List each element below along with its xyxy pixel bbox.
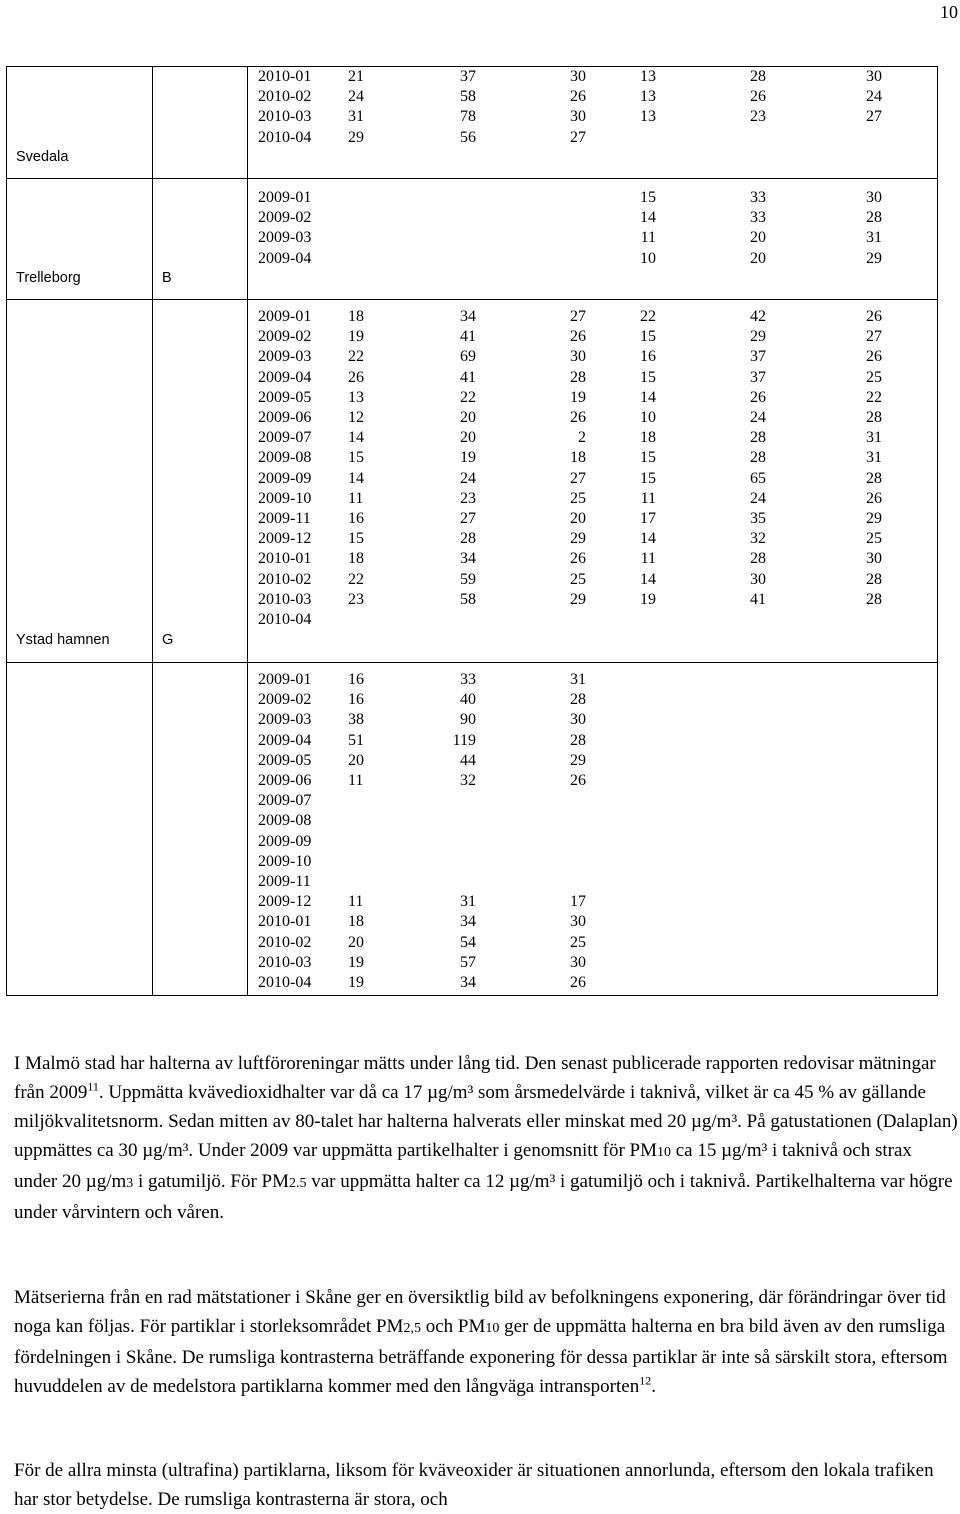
value-cell: 22 [866,388,882,406]
value-cell: 29 [570,590,586,608]
value-cell: 31 [866,229,882,247]
value-cell: 58 [460,88,476,106]
table-row-divider [6,662,938,663]
month-cell: 2009-02 [258,328,312,346]
value-cell: 58 [460,590,476,608]
value-cell: 38 [348,711,364,729]
value-cell: 90 [460,711,476,729]
table-row [0,428,960,448]
month-cell: 2009-05 [258,388,312,406]
month-cell: 2009-04 [258,731,312,749]
value-cell: 31 [866,449,882,467]
value-cell: 28 [750,449,766,467]
value-cell: 37 [750,348,766,366]
month-cell: 2009-12 [258,530,312,548]
value-cell: 15 [640,469,656,487]
value-cell: 18 [348,913,364,931]
month-cell: 2009-06 [258,409,312,426]
footnote-ref: 11 [87,1079,99,1094]
value-cell: 26 [570,88,586,106]
value-cell: 13 [640,88,656,106]
value-cell: 22 [348,348,364,366]
table-row [0,670,960,690]
table-row [0,610,960,630]
value-cell: 34 [460,550,476,568]
month-cell: 2009-12 [258,893,312,911]
value-cell: 19 [460,449,476,467]
value-cell: 41 [460,368,476,386]
month-cell: 2009-08 [258,449,312,467]
value-cell: 10 [640,409,656,426]
value-cell: 28 [866,590,882,608]
value-cell: 59 [460,570,476,588]
value-cell: 14 [348,429,364,447]
value-cell: 26 [570,328,586,346]
value-cell: 14 [640,530,656,548]
table-row [0,872,960,892]
month-cell: 2010-03 [258,108,312,126]
month-cell: 2010-04 [258,974,312,991]
month-cell: 2009-09 [258,832,312,850]
value-cell: 15 [348,530,364,548]
value-cell: 119 [452,731,476,749]
month-cell: 2009-10 [258,852,312,870]
table-row [0,852,960,872]
value-cell: 19 [570,388,586,406]
value-cell: 28 [570,691,586,709]
value-cell: 19 [348,974,364,991]
table-row [0,347,960,367]
value-cell: 30 [750,570,766,588]
station-name: Svedala [16,149,69,165]
value-cell: 31 [348,108,364,126]
month-cell: 2010-03 [258,953,312,971]
month-cell: 2010-02 [258,88,312,106]
value-cell: 30 [866,550,882,568]
table-row [0,87,960,107]
value-cell: 42 [750,308,766,325]
value-cell: 27 [570,308,586,325]
value-cell: 16 [348,691,364,709]
value-cell: 13 [348,388,364,406]
month-cell: 2009-02 [258,209,312,227]
month-cell: 2009-02 [258,691,312,709]
value-cell: 25 [570,933,586,951]
value-cell: 20 [460,409,476,426]
month-cell: 2009-08 [258,812,312,830]
text-run: . [651,1376,656,1397]
value-cell: 11 [640,550,656,568]
month-cell: 2010-03 [258,590,312,608]
table-row [0,448,960,468]
value-cell: 25 [570,489,586,507]
value-cell: 26 [866,348,882,366]
table-row [0,208,960,228]
value-cell: 32 [460,772,476,789]
value-cell: 34 [460,913,476,931]
value-cell: 14 [640,388,656,406]
value-cell: 30 [570,68,586,85]
table-row [0,489,960,509]
table-row [0,509,960,529]
text-run: i gatumiljö. För PM [133,1171,289,1192]
table-row [0,327,960,347]
value-cell: 28 [750,68,766,85]
table-row [0,892,960,912]
month-cell: 2009-07 [258,429,312,447]
value-cell: 22 [460,388,476,406]
table-row [0,368,960,388]
value-cell: 24 [750,489,766,507]
value-cell: 23 [750,108,766,126]
table-row [0,973,960,993]
table-row-divider [6,299,938,300]
station-code: B [162,270,172,286]
value-cell: 15 [640,189,656,206]
value-cell: 20 [460,429,476,447]
value-cell: 14 [640,570,656,588]
value-cell: 30 [570,953,586,971]
value-cell: 30 [570,348,586,366]
table-row-divider [6,178,938,179]
value-cell: 27 [460,510,476,527]
table-row [0,228,960,248]
month-cell: 2009-03 [258,348,312,366]
month-cell: 2010-02 [258,933,312,951]
value-cell: 26 [570,550,586,568]
value-cell: 13 [640,108,656,126]
value-cell: 19 [348,328,364,346]
value-cell: 33 [750,209,766,227]
value-cell: 41 [750,590,766,608]
value-cell: 11 [348,893,364,911]
table-row [0,67,960,87]
value-cell: 26 [570,974,586,991]
value-cell: 31 [570,671,586,688]
value-cell: 16 [348,510,364,527]
value-cell: 41 [460,328,476,346]
value-cell: 28 [750,550,766,568]
value-cell: 29 [866,510,882,527]
month-cell: 2010-04 [258,128,312,146]
value-cell: 25 [866,530,882,548]
text-run: och PM [420,1316,486,1337]
value-cell: 29 [750,328,766,346]
value-cell: 27 [866,108,882,126]
text-run: Mätserierna från en rad mätstationer i Skåne ger en översiktlig bild av befolkningens exponering, där förändringar över tid noga kan följas. För partiklar i storleksområdet PM [14,1287,946,1337]
text-run: ger de uppmätta halterna en bra bild även av den rumsliga fördelningen i Skåne. De rumsliga kontrasterna beträffande exponering för dessa partiklar är inte så särskilt stora, eftersom huvuddelen av de medelstora partiklarna kommer med den långväga intransporten [14,1316,948,1397]
value-cell: 37 [460,68,476,85]
value-cell: 24 [348,88,364,106]
value-cell: 26 [570,772,586,789]
value-cell: 16 [348,671,364,688]
table-row [0,549,960,569]
value-cell: 16 [640,348,656,366]
month-cell: 2009-11 [258,510,311,527]
month-cell: 2010-01 [258,913,312,931]
value-cell: 26 [750,88,766,106]
month-cell: 2009-01 [258,671,312,688]
station-code: G [162,632,174,648]
value-cell: 20 [570,510,586,527]
value-cell: 18 [570,449,586,467]
table-row [0,249,960,269]
table-row [0,307,960,327]
month-cell: 2009-10 [258,489,312,507]
month-cell: 2009-01 [258,189,312,206]
text-run: . Uppmätta kvävedioxidhalter var då ca 17 µg/m³ som årsmedelvärde i taknivå, vilket är ca 45 % av gällande miljökvalitetsnorm. Sedan mitten av 80-talet har halterna halverats eller minskat med 20 µg/m³. På gatustationen (Dalaplan) uppmättes ca 30 µg/m³. Under 2009 var uppmätta partikelhalter i genomsnitt för PM [14,1082,958,1161]
value-cell: 28 [570,731,586,749]
text-run: ca 15 µg/m³ i taknivå och strax under 20 µg/m [14,1140,912,1192]
subscript: 10 [485,1321,500,1336]
value-cell: 34 [460,308,476,325]
value-cell: 35 [750,510,766,527]
value-cell: 51 [348,731,364,749]
value-cell: 65 [750,469,766,487]
value-cell: 26 [866,489,882,507]
station-name: Ystad hamnen [16,632,110,648]
value-cell: 11 [640,229,656,247]
value-cell: 10 [640,249,656,267]
value-cell: 33 [750,189,766,206]
value-cell: 21 [348,68,364,85]
month-cell: 2009-03 [258,711,312,729]
table-row [0,408,960,428]
month-cell: 2009-03 [258,229,312,247]
table-row [0,953,960,973]
table-row [0,590,960,610]
value-cell: 30 [570,711,586,729]
value-cell: 54 [460,933,476,951]
value-cell: 15 [640,449,656,467]
month-cell: 2009-11 [258,873,311,890]
text-run: För de allra minsta (ultrafina) partiklarna, liksom för kväveoxider är situationen annorlunda, eftersom den lokala trafiken har stor betydelse. De rumsliga kontrasterna är stora, och [14,1460,934,1510]
value-cell: 29 [570,751,586,769]
value-cell: 40 [460,691,476,709]
month-cell: 2009-05 [258,751,312,769]
table-row [0,107,960,127]
value-cell: 11 [640,489,656,507]
paragraph-skane [14,1283,958,1401]
value-cell: 11 [348,489,364,507]
value-cell: 26 [866,308,882,325]
table-row [0,751,960,771]
value-cell: 30 [866,189,882,206]
table-row [0,570,960,590]
footnote-ref: 12 [639,1373,652,1388]
table-row [0,529,960,549]
value-cell: 18 [640,429,656,447]
month-cell: 2009-09 [258,469,312,487]
value-cell: 33 [460,671,476,688]
value-cell: 22 [348,570,364,588]
value-cell: 15 [640,328,656,346]
value-cell: 56 [460,128,476,146]
value-cell: 34 [460,974,476,991]
value-cell: 11 [348,772,364,789]
value-cell: 28 [866,409,882,426]
value-cell: 30 [570,108,586,126]
value-cell: 14 [348,469,364,487]
table-row [0,811,960,831]
value-cell: 27 [570,469,586,487]
table-row [0,933,960,953]
table-row [0,731,960,751]
paragraph-ultrafine [14,1456,958,1514]
value-cell: 24 [866,88,882,106]
text-run: var uppmätta halter ca 12 µg/m³ i gatumiljö och i taknivå. Partikelhalterna var högre under vårvintern och våren. [14,1171,953,1223]
value-cell: 29 [866,249,882,267]
value-cell: 23 [348,590,364,608]
value-cell: 78 [460,108,476,126]
value-cell: 31 [460,893,476,911]
month-cell: 2009-01 [258,308,312,325]
subscript: 10 [656,1145,671,1160]
value-cell: 19 [640,590,656,608]
month-cell: 2010-04 [258,611,312,628]
subscript: 2,5 [403,1321,421,1336]
value-cell: 26 [570,409,586,426]
table-row [0,469,960,489]
value-cell: 32 [750,530,766,548]
value-cell: 26 [348,368,364,386]
value-cell: 20 [750,249,766,267]
value-cell: 31 [866,429,882,447]
value-cell: 69 [460,348,476,366]
value-cell: 26 [750,388,766,406]
paragraph-malmo [14,1049,958,1227]
value-cell: 24 [750,409,766,426]
month-cell: 2009-04 [258,368,312,386]
value-cell: 28 [570,368,586,386]
value-cell: 20 [348,751,364,769]
value-cell: 2 [578,429,586,447]
value-cell: 15 [640,368,656,386]
value-cell: 28 [866,469,882,487]
month-cell: 2009-04 [258,249,312,267]
page-number: 10 [940,2,958,22]
value-cell: 30 [866,68,882,85]
value-cell: 44 [460,751,476,769]
text-run: I Malmö stad har halterna av luftföroreningar mätts under lång tid. Den senast publicerade rapporten redovisar mätningar från 2009 [14,1053,936,1103]
value-cell: 25 [570,570,586,588]
table-row [0,710,960,730]
month-cell: 2010-02 [258,570,312,588]
value-cell: 14 [640,209,656,227]
value-cell: 17 [640,510,656,527]
value-cell: 27 [866,328,882,346]
value-cell: 18 [348,550,364,568]
value-cell: 24 [460,469,476,487]
value-cell: 19 [348,953,364,971]
table-row [0,128,960,148]
value-cell: 22 [640,308,656,325]
value-cell: 37 [750,368,766,386]
value-cell: 30 [570,913,586,931]
value-cell: 28 [750,429,766,447]
station-name: Trelleborg [16,270,81,286]
value-cell: 57 [460,953,476,971]
value-cell: 12 [348,409,364,426]
table-row [0,791,960,811]
table-row [0,832,960,852]
value-cell: 15 [348,449,364,467]
value-cell: 23 [460,489,476,507]
value-cell: 25 [866,368,882,386]
value-cell: 13 [640,68,656,85]
table-row [0,912,960,932]
month-cell: 2009-06 [258,772,312,789]
value-cell: 29 [570,530,586,548]
value-cell: 20 [348,933,364,951]
value-cell: 27 [570,128,586,146]
table-row [0,771,960,791]
table-row [0,690,960,710]
table-row [0,188,960,208]
value-cell: 28 [866,209,882,227]
value-cell: 29 [348,128,364,146]
value-cell: 18 [348,308,364,325]
table-row [0,388,960,408]
value-cell: 28 [866,570,882,588]
month-cell: 2009-07 [258,792,312,810]
month-cell: 2010-01 [258,68,312,85]
subscript: 2.5 [288,1176,307,1191]
value-cell: 20 [750,229,766,247]
subscript: 3 [126,1176,134,1191]
value-cell: 17 [570,893,586,911]
month-cell: 2010-01 [258,550,312,568]
value-cell: 28 [460,530,476,548]
